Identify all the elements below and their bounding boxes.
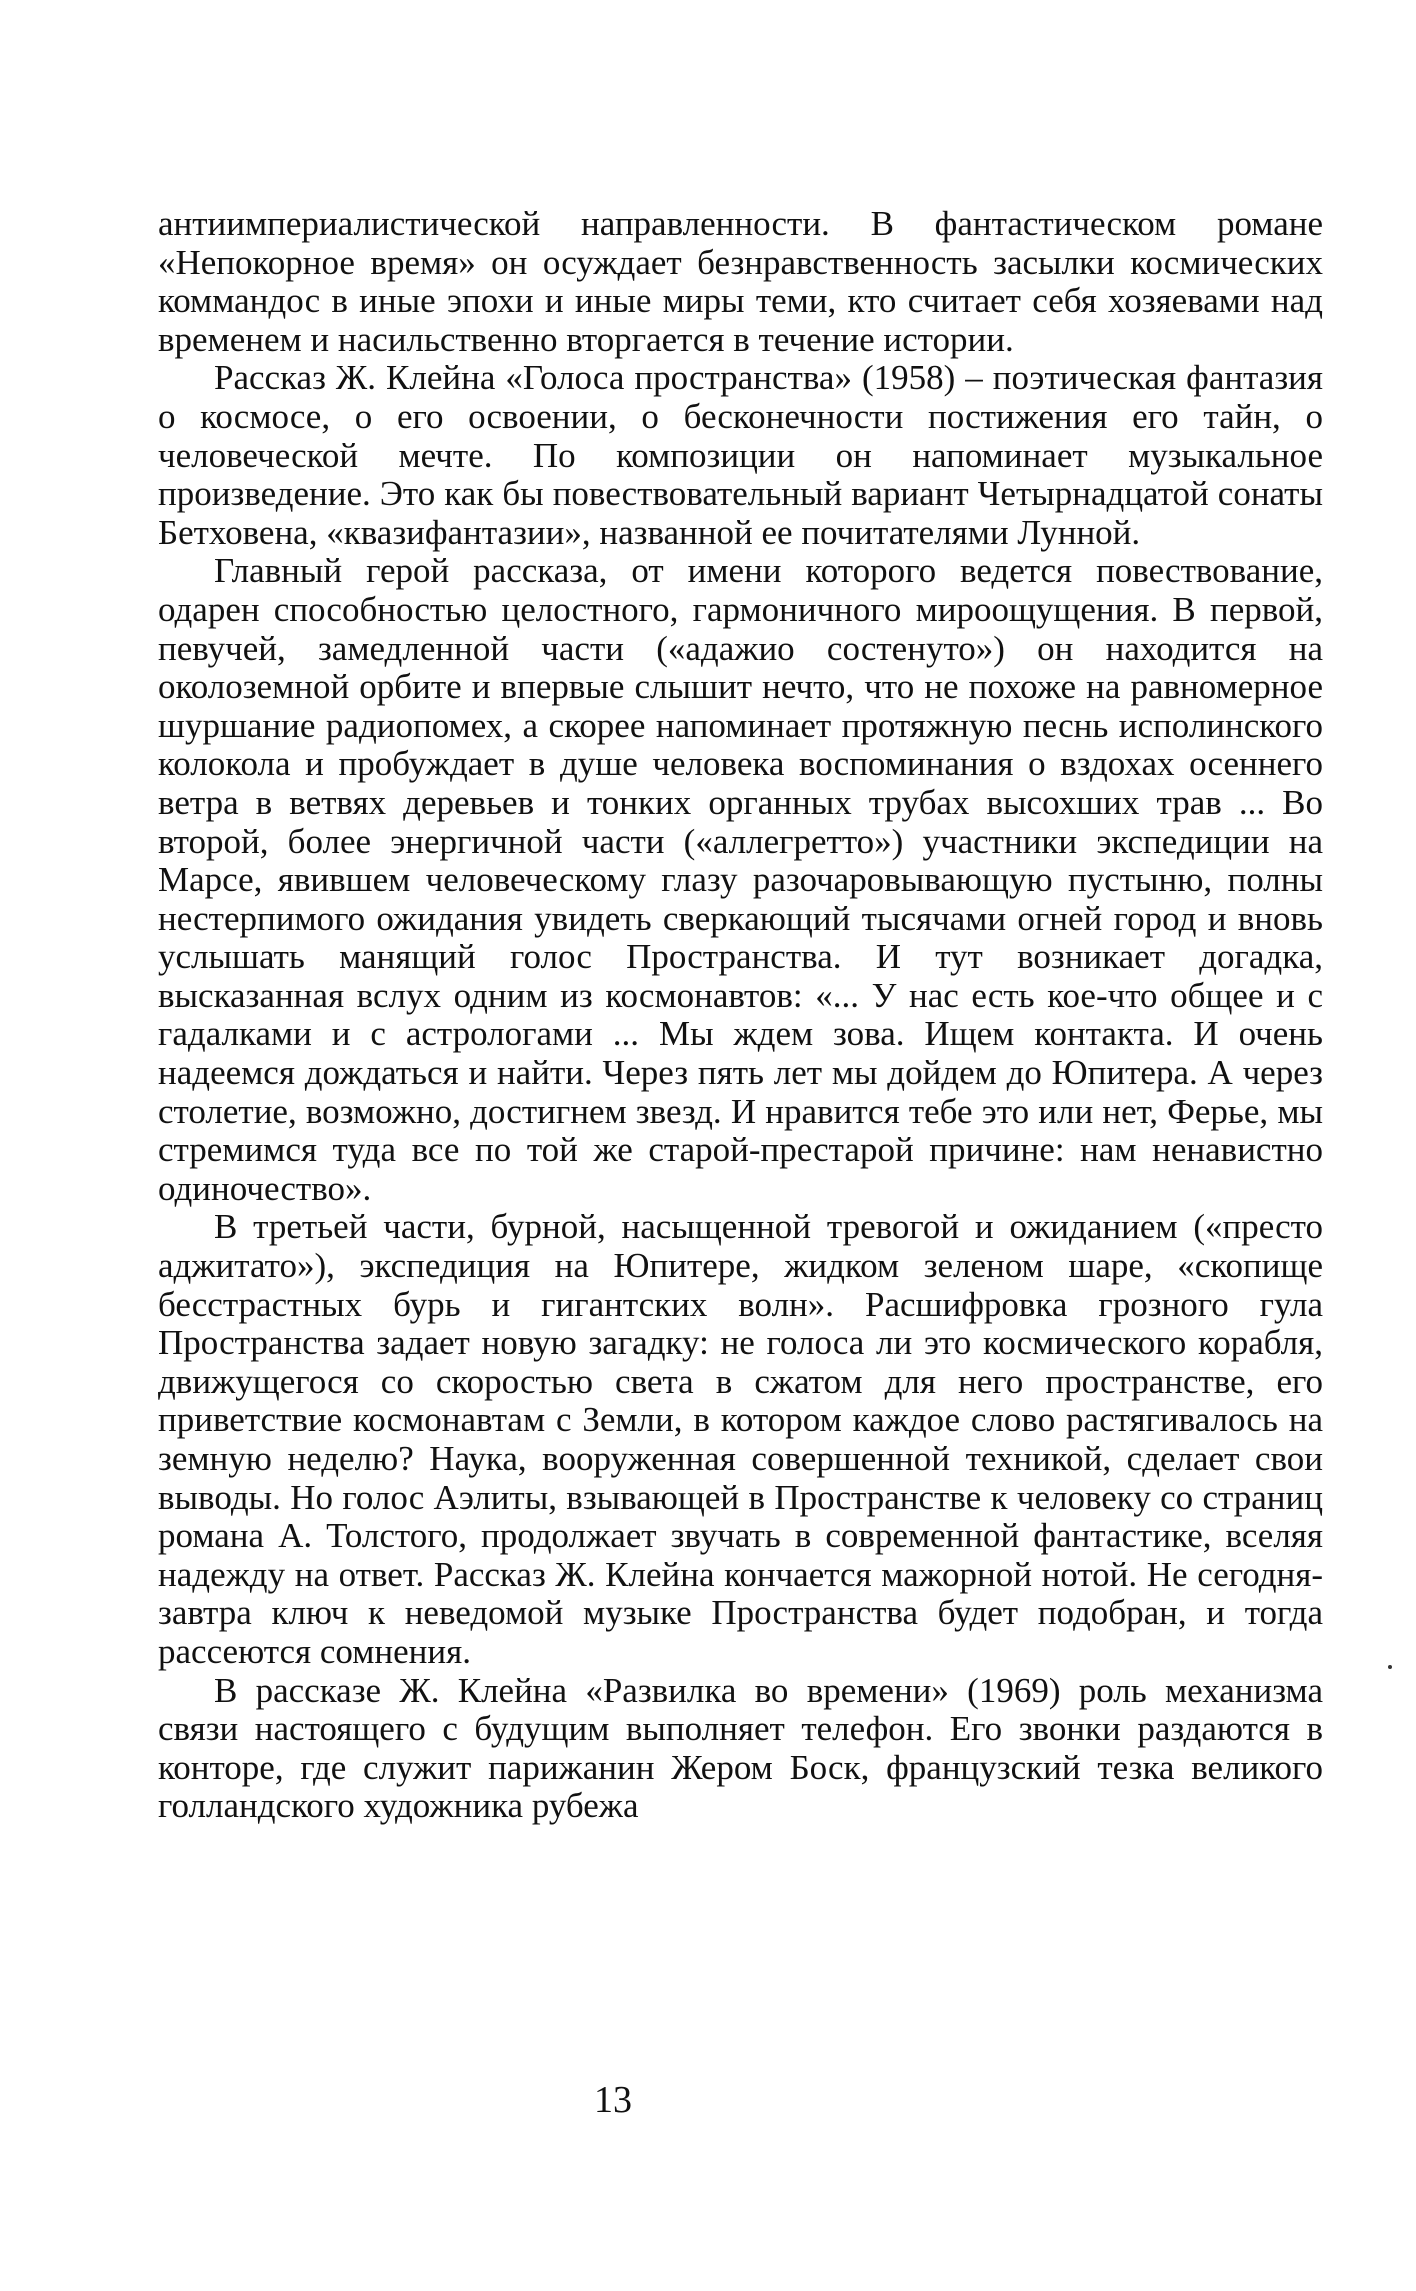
paragraph-3: Главный герой рассказа, от имени которого ведется повествование, одарен способностью целостного, гармоничного мироощущения. В первой, певучей, замедленной части («адажио состенуто») он находится на околоземной орбите и впервые слышит нечто, что не похоже на равномерное шуршание радиопомех, а скорее напоминает протяжную песнь исполинского колокола и пробуждает в душе человека воспоминания о вздохах осеннего ветра в ветвях деревьев и тонких органных трубах высохших трав ... Во второй, более энергичной части («аллегретто») участники экспедиции на Марсе, явившем человеческому глазу разочаровывающую пустыню, полны нестерпимого ожидания увидеть сверкающий тысячами огней город и вновь услышать манящий голос Пространства. И тут возникает догадка, высказанная вслух одним из космонавтов: «... У нас есть кое-что общее и с гадалками и с астрологами ... Мы ждем зова. Ищем контакта. И очень надеемся дождаться и найти. Через пять лет мы дойдем до Юпитера. А через столетие, возможно, достигнем звезд. И нравится тебе это или нет, Ферье, мы стремимся туда все по той же старой-престарой причине: нам ненавистно одиночество». (158, 551, 1323, 1208)
scan-speck (1388, 1665, 1392, 1669)
body-text (158, 205, 1323, 1826)
page-number-text: 13 (594, 2079, 632, 2121)
paragraph-1: антиимпериалистической направленности. В фантастическом романе «Непокорное время» он осуждает безнравственность засылки космических коммандос в иные эпохи и иные миры теми, кто считает себя хозяевами над временем и насильственно вторгается в течение истории. (158, 204, 1323, 359)
paragraph-4: В третьей части, бурной, насыщенной тревогой и ожиданием («престо аджитато»), экспедиция на Юпитере, жидком зеленом шаре, «скопище бесстрастных бурь и гигантских волн». Расшифровка грозного гула Пространства задает новую загадку: не голоса ли это космического корабля, движущегося со скоростью света в сжатом для него пространстве, его приветствие космонавтам с Земли, в котором каждое слово растягивалось на земную неделю? Наука, вооруженная совершенной техникой, сделает свои выводы. Но голос Аэлиты, взывающей в Пространстве к человеку со страниц романа А. Толстого, продолжает звучать в современной фантастике, вселяя надежду на ответ. Рассказ Ж. Клейна кончается мажорной нотой. Не сегодня-завтра ключ к неведомой музыке Пространства будет подобран, и тогда рассеются сомнения. (158, 1207, 1323, 1671)
page-number (0, 2078, 1416, 2122)
paragraph-5: В рассказе Ж. Клейна «Развилка во времени» (1969) роль механизма связи настоящего с будущим выполняет телефон. Его звонки раздаются в конторе, где служит парижанин Жером Боск, французский тезка великого голландского художника рубежа (158, 1670, 1323, 1826)
paragraph-2: Рассказ Ж. Клейна «Голоса пространства» (1958) – поэтическая фантазия о космосе, о его освоении, о бесконечности постижения его тайн, о человеческой мечте. По композиции он напоминает музыкальное произведение. Это как бы повествовательный вариант Четырнадцатой сонаты Бетховена, «квазифантазии», названной ее почитателями Лунной. (158, 358, 1323, 552)
